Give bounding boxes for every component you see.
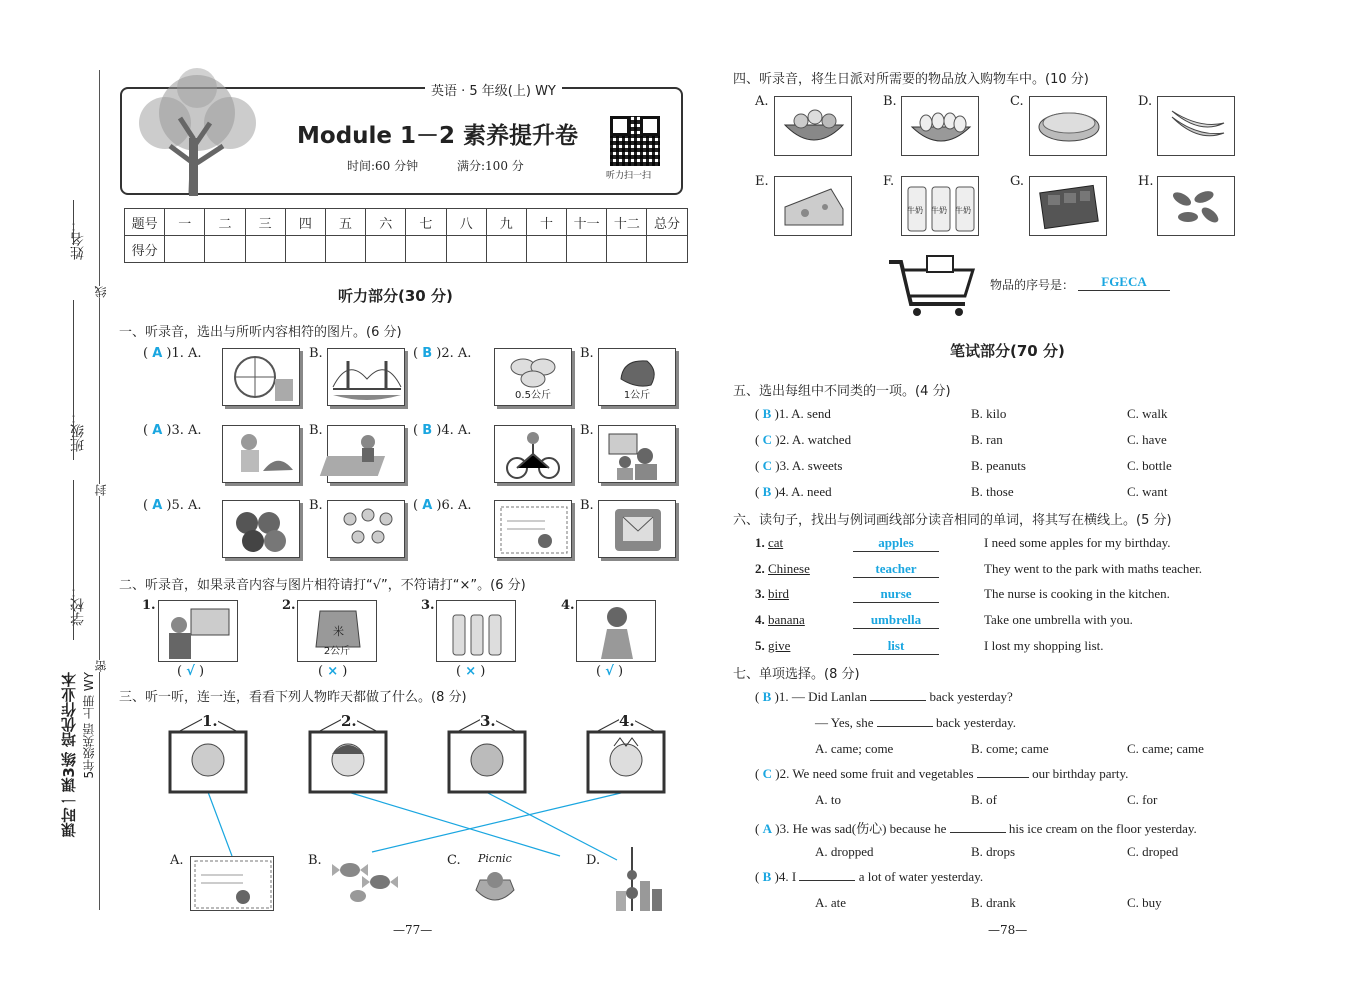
score-input-cell[interactable]	[325, 236, 365, 263]
watermelons-picture	[222, 500, 300, 558]
score-row-label: 得分	[125, 236, 165, 263]
time-text: 时间:60 分钟	[347, 159, 419, 173]
score-header-cell: 七	[406, 209, 446, 236]
s7-answer-3: A	[762, 821, 772, 836]
score-input-cell[interactable]	[446, 236, 486, 263]
s5-title: 五、选出每组中不同类的一项。(4 分)	[733, 384, 951, 399]
s7-answer-4: B	[762, 869, 772, 884]
s6-answer: nurse	[853, 586, 939, 603]
egg-basket-picture	[901, 96, 979, 156]
s5-answer: B	[762, 406, 772, 421]
s6-title: 六、读句子，找出与例词画线部分读音相同的单词，将其写在横线上。(5 分)	[733, 513, 1172, 528]
score-input-cell[interactable]	[165, 236, 205, 263]
score-input-cell[interactable]	[285, 236, 325, 263]
full-score-text: 满分:100 分	[457, 159, 524, 173]
score-header-cell: 九	[486, 209, 526, 236]
score-input-cell[interactable]	[567, 236, 607, 263]
score-header-cell: 二	[205, 209, 245, 236]
listening-title: 听力部分(30 分)	[338, 287, 453, 305]
peanuts-picture	[1157, 176, 1235, 236]
picnic-picture	[327, 425, 405, 483]
s7-answer-1: B	[762, 689, 772, 704]
s5-answer: C	[762, 432, 772, 447]
rice-label: 米	[333, 625, 344, 638]
email-picture	[598, 500, 676, 558]
s7-title: 七、单项选择。(8 分)	[733, 667, 860, 682]
s3-title: 三、听一听，连一连，看看下列人物昨天都做了什么。(8 分)	[119, 690, 467, 705]
oranges-picture	[327, 500, 405, 558]
qr-caption: 听力扫一扫	[606, 171, 652, 181]
s2-title: 二、听录音，如果录音内容与图片相符请打“√”，不符请打“×”。(6 分)	[119, 578, 526, 593]
score-input-cell[interactable]	[486, 236, 526, 263]
s2-answer-3: ×	[465, 664, 477, 679]
s1-title: 一、听录音，选出与所听内容相符的图片。(6 分)	[119, 325, 402, 340]
rice-weight: 2公斤	[323, 646, 351, 657]
mark-line: 线	[94, 286, 108, 298]
score-header-cell: 六	[366, 209, 406, 236]
cheese-picture	[774, 176, 852, 236]
s1-answer-5: A	[152, 498, 163, 513]
score-input-cell[interactable]	[647, 236, 687, 263]
s2-answer-1: √	[186, 664, 195, 679]
class-label: 班级：	[70, 410, 86, 452]
bananas-picture	[1157, 96, 1235, 156]
pie-picture	[1029, 96, 1107, 156]
meat-picture	[598, 348, 676, 406]
weight-label: 0.5公斤	[515, 390, 551, 401]
s4-answer-label: 物品的序号是：	[990, 278, 1075, 292]
score-header-cell: 十	[526, 209, 566, 236]
s5-answer: B	[762, 484, 772, 499]
s1-answer-6: A	[422, 498, 433, 513]
s6-answer: apples	[853, 535, 939, 552]
s6-answer: umbrella	[853, 612, 939, 629]
score-input-cell[interactable]	[607, 236, 647, 263]
weight-label: 1公斤	[623, 390, 651, 401]
score-header-cell: 十二	[607, 209, 647, 236]
page-number-left: —77—	[393, 923, 433, 937]
option-sweets	[320, 850, 410, 910]
score-header-cell: 十一	[567, 209, 607, 236]
fruit-basket-picture	[774, 96, 852, 156]
score-header-cell: 总分	[647, 209, 687, 236]
s6-answer: list	[853, 638, 939, 655]
brand-logo: 课时一课3练 培优作业本	[60, 672, 78, 838]
score-table	[124, 208, 688, 263]
mark-seal: 封	[94, 484, 108, 496]
school-label: 学校：	[70, 584, 86, 626]
s1-answer-4: B	[422, 423, 433, 438]
s2-answer-2: ×	[327, 664, 339, 679]
s4-answer: FGECA	[1078, 274, 1170, 291]
bike-picture	[494, 425, 572, 483]
s2-answer-4: √	[605, 664, 614, 679]
milk-picture: 牛奶 牛奶 牛奶	[901, 176, 979, 236]
s6-answer: teacher	[853, 561, 939, 578]
subject-line: 英语 · 5 年级(上) WY	[425, 80, 562, 99]
written-title: 笔试部分(70 分)	[950, 342, 1065, 360]
s5-answer: C	[762, 458, 772, 473]
s1-answer-3: A	[152, 423, 163, 438]
mark-dense: 密	[94, 660, 108, 672]
s4-title: 四、听录音，将生日派对所需要的物品放入购物车中。(10 分)	[733, 72, 1089, 87]
page-title: Module 1－2 素养提升卷	[297, 123, 579, 149]
chocolate-picture	[1029, 176, 1107, 236]
score-input-cell[interactable]	[406, 236, 446, 263]
potatoes-picture	[494, 348, 572, 406]
score-input-cell[interactable]	[205, 236, 245, 263]
rice-bag-picture	[297, 600, 377, 662]
tree-illustration	[125, 68, 275, 198]
score-header-cell: 三	[245, 209, 285, 236]
girl-picture	[222, 425, 300, 483]
computer-picture	[158, 600, 238, 662]
water-bottles-picture	[436, 600, 516, 662]
page-number-right: —78—	[988, 923, 1028, 937]
postcard-picture	[494, 500, 572, 558]
score-input-cell[interactable]	[245, 236, 285, 263]
shopping-cart-icon	[887, 252, 977, 318]
score-input-cell[interactable]	[526, 236, 566, 263]
score-header-cell: 四	[285, 209, 325, 236]
tv-picture	[598, 425, 676, 483]
s1-answer-1: A	[152, 346, 163, 361]
option-postcard	[190, 856, 274, 911]
score-input-cell[interactable]	[366, 236, 406, 263]
score-header-cell: 题号	[125, 209, 165, 236]
score-header-cell: 八	[446, 209, 486, 236]
bridge-picture	[327, 348, 405, 406]
score-header-cell: 五	[325, 209, 365, 236]
score-header-cell: 一	[165, 209, 205, 236]
name-label: 姓名：	[70, 218, 86, 260]
brand-sub: 5年级英语 上册 WY	[82, 672, 96, 779]
ferris-wheel-picture	[222, 348, 300, 406]
s7-answer-2: C	[762, 766, 772, 781]
option-tower	[610, 845, 670, 915]
girl-cold-picture	[576, 600, 656, 662]
option-picnic: Picnic	[470, 850, 520, 910]
s1-answer-2: B	[422, 346, 433, 361]
qr-code[interactable]	[610, 116, 660, 166]
